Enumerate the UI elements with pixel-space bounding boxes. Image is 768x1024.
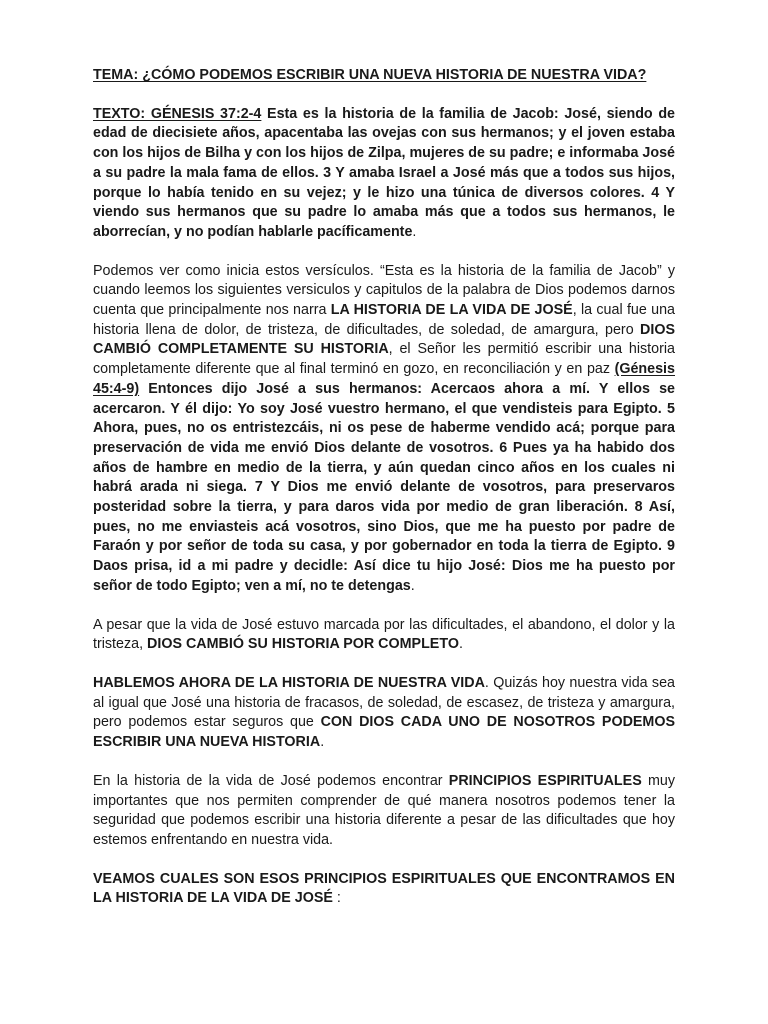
- title-text: TEMA: ¿CÓMO PODEMOS ESCRIBIR UNA NUEVA HISTORIA DE NUESTRA VIDA?: [93, 67, 647, 83]
- p4-bold-2: CON DIOS CADA UNO DE NOSOTROS PODEMOS ESCRIBIR UNA NUEVA HISTORIA: [93, 714, 675, 751]
- p4-end: .: [320, 734, 325, 751]
- p5-text-2: muy importantes que nos permiten comprender de qué manera nosotros podemos tener la seguridad que podemos escribir una historia diferente a pesar de las dificultades que hoy estemos enfrentando en nuestra vida.: [93, 772, 675, 848]
- veamos-paragraph: [93, 870, 675, 909]
- p3-end: .: [458, 636, 463, 653]
- pesar-paragraph: [93, 616, 675, 655]
- p5-bold-1: PRINCIPIOS ESPIRITUALES: [448, 772, 642, 789]
- p5-text-1: En la historia de la vida de José podemos encontrar: [93, 772, 449, 789]
- document-title: [93, 66, 675, 86]
- p2-text-1: Podemos ver como inicia estos versículos. “Esta es la historia de la familia de Jacob” y cuando leemos los siguientes versiculos y capitulos de la palabra de Dios podemos darnos cuenta que principalmente nos narra: [93, 262, 675, 319]
- p2-text-3: , el Señor les permitió escribir una historia completamente diferente que al final terminó en gozo, en reconciliación y en paz: [93, 341, 675, 378]
- texto-reference: TEXTO: GÉNESIS 37:2-4: [93, 105, 262, 122]
- historia-jose-paragraph: [93, 262, 675, 597]
- p4-text-1: . Quizás hoy nuestra vida sea al igual que José una historia de fracasos, de soledad, de escasez, de tristeza y amargura, pero podemos estar seguros que: [93, 674, 675, 731]
- p4-bold-1: HABLEMOS AHORA DE LA HISTORIA DE NUESTRA VIDA: [93, 674, 485, 691]
- genesis-45-verse: Entonces dijo José a sus hermanos: Acercaos ahora a mí. Y ellos se acercaron. Y él dijo: Yo soy José vuestro hermano, el que vendisteis para Egipto. 5 Ahora, pues, no os entristezcáis, ni os pese de haberme vendido acá; porque para preservación de vida me envió Dios delante de vosotros. 6 Pues ya ha habido dos años de hambre en medio de la tierra, y aún quedan cinco años en los cuales ni habrá arada ni siega. 7 Y Dios me envió delante de vosotros, para preservaros posteridad sobre la tierra, y para daros vida por medio de gran liberación. 8 Así, pues, no me enviasteis acá vosotros, sino Dios, que me ha puesto por padre de Faraón y por señor de toda su casa, y por gobernador en toda la tierra de Egipto. 9 Daos prisa, id a mi padre y decidle: Así dice tu hijo José: Dios me ha puesto por señor de todo Egipto; ven a mí, no te detengas: [93, 380, 675, 594]
- p2-end: .: [410, 577, 415, 594]
- genesis-45-reference: (Génesis 45:4-9): [93, 361, 675, 397]
- p2-text-2: , la cual fue una historia llena de dolor, de tristeza, de dificultades, de soledad, de amargura, pero: [93, 302, 675, 338]
- p3-bold-1: DIOS CAMBIÓ SU HISTORIA POR COMPLETO: [147, 636, 459, 653]
- texto-paragraph: [93, 105, 675, 243]
- p3-text-1: A pesar que la vida de José estuvo marcada por las dificultades, el abandono, el dolor y la tristeza,: [93, 616, 675, 653]
- p2-bold-2: DIOS CAMBIÓ COMPLETAMENTE SU HISTORIA: [93, 321, 675, 358]
- principios-paragraph: [93, 772, 675, 851]
- p6-bold-1: VEAMOS CUALES SON ESOS PRINCIPIOS ESPIRITUALES QUE ENCONTRAMOS EN LA HISTORIA DE LA VIDA DE JOSÉ: [93, 870, 675, 907]
- texto-verse: Esta es la historia de la familia de Jacob: José, siendo de edad de diecisiete años, apacentaba las ovejas con sus hermanos; y el joven estaba con los hijos de Bilha y con los hijos de Zilpa, mujeres de su padre; e informaba José a su padre la mala fama de ellos. 3 Y amaba Israel a José más que a todos sus hijos, porque lo había tenido en su vejez; y le hizo una túnica de diversos colores. 4 Y viendo sus hermanos que su padre lo amaba más que a todos sus hermanos, le aborrecían, y no podían hablarle pacíficamente: [93, 105, 676, 240]
- p2-bold-1: LA HISTORIA DE LA VIDA DE JOSÉ: [330, 302, 573, 319]
- p6-end: :: [332, 890, 341, 907]
- nuestra-vida-paragraph: [93, 674, 675, 753]
- texto-end: .: [412, 223, 417, 240]
